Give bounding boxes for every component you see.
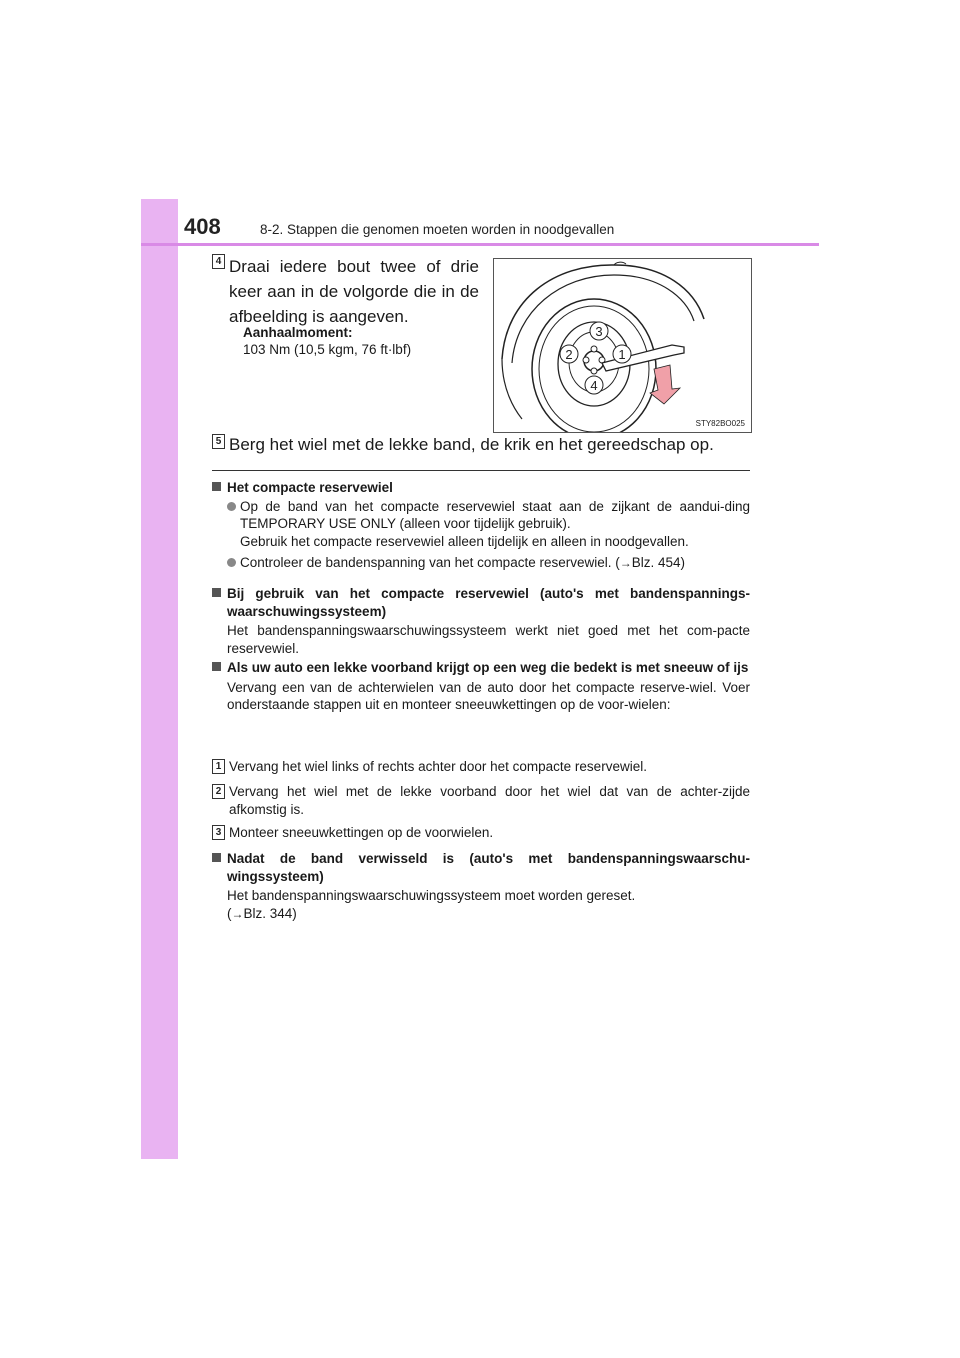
- wheel-bolt-figure: [493, 258, 752, 433]
- section-heading: Het compacte reservewiel: [212, 479, 750, 497]
- bolt-label-1: 1: [618, 347, 626, 362]
- section-text: Vervang een van de achterwielen van de auto door het compacte reserve-wiel. Voer onderstaande stappen uit en monteer sneeuwkettingen op de voor-wielen:: [227, 679, 750, 712]
- section-text: Het bandenspanningswaarschuwingssysteem moet worden gereset. (→Blz. 344): [227, 888, 636, 921]
- square-bullet-icon: [212, 853, 221, 862]
- section-tpws: [212, 585, 750, 657]
- wheel-illustration: [494, 259, 751, 432]
- square-bullet-icon: [212, 482, 221, 491]
- section-heading: Bij gebruik van het compacte reservewiel (auto's met bandenspannings-waarschuwingssysteem): [212, 585, 750, 620]
- section-spare-wheel: [212, 479, 750, 573]
- square-bullet-icon: [212, 588, 221, 597]
- step-badge: 2: [212, 784, 225, 799]
- step-5-text: Berg het wiel met de lekke band, de krik en het gereedschap op.: [229, 435, 714, 454]
- step-text: Vervang het wiel met de lekke voorband door het wiel dat van de achter-zijde afkomstig is.: [229, 784, 750, 817]
- step-text: Vervang het wiel links of rechts achter door het compacte reservewiel.: [229, 759, 647, 774]
- section-rule: [212, 470, 750, 471]
- step-4-badge: 4: [212, 254, 225, 269]
- torque-label: Aanhaalmoment:: [243, 325, 353, 340]
- chapter-sidebar-tab: [141, 199, 178, 1159]
- figure-code: STY82BO025: [695, 419, 745, 428]
- chapter-header: 8-2. Stappen die genomen moeten worden in noodgevallen: [260, 222, 615, 237]
- round-bullet-icon: [227, 558, 236, 567]
- step-badge: 1: [212, 759, 225, 774]
- step-5-badge: 5: [212, 434, 225, 449]
- bolt-label-3: 3: [595, 324, 603, 339]
- section-heading: Als uw auto een lekke voorband krijgt op een weg die bedekt is met sneeuw of ijs: [212, 659, 750, 677]
- step-badge: 3: [212, 825, 225, 840]
- section-reset: [212, 850, 750, 923]
- torque-value: 103 Nm (10,5 kgm, 76 ft·lbf): [243, 342, 412, 357]
- bolt-label-2: 2: [565, 347, 573, 362]
- section-heading: Nadat de band verwisseld is (auto's met bandenspanningswaarschu-wingssysteem): [212, 850, 750, 885]
- round-bullet-icon: [227, 502, 236, 511]
- page-number: 408: [184, 214, 221, 239]
- bolt-label-4: 4: [590, 378, 598, 393]
- step-4-text: Draai iedere bout twee of drie keer aan in de volgorde die in de afbeelding is aangeven.: [229, 257, 479, 326]
- section-snow: [212, 659, 750, 714]
- section-text: Het bandenspanningswaarschuwingssysteem werkt niet goed met het com-pacte reservewiel.: [227, 623, 750, 656]
- list-item: Op de band van het compacte reservewiel staat aan de zijkant de aandui-ding TEMPORARY USE ONLY (alleen voor tijdelijk gebruik). Gebruik het compacte reservewiel alleen tijdelijk en alleen in noodgevallen.: [212, 498, 750, 551]
- square-bullet-icon: [212, 662, 221, 671]
- step-text: Monteer sneeuwkettingen op de voorwielen.: [229, 825, 494, 840]
- list-item: Controleer de bandenspanning van het compacte reservewiel. (→Blz. 454): [212, 554, 750, 573]
- arrow-icon: →: [619, 556, 632, 570]
- header-rule: [141, 243, 819, 246]
- arrow-icon: →: [231, 906, 244, 921]
